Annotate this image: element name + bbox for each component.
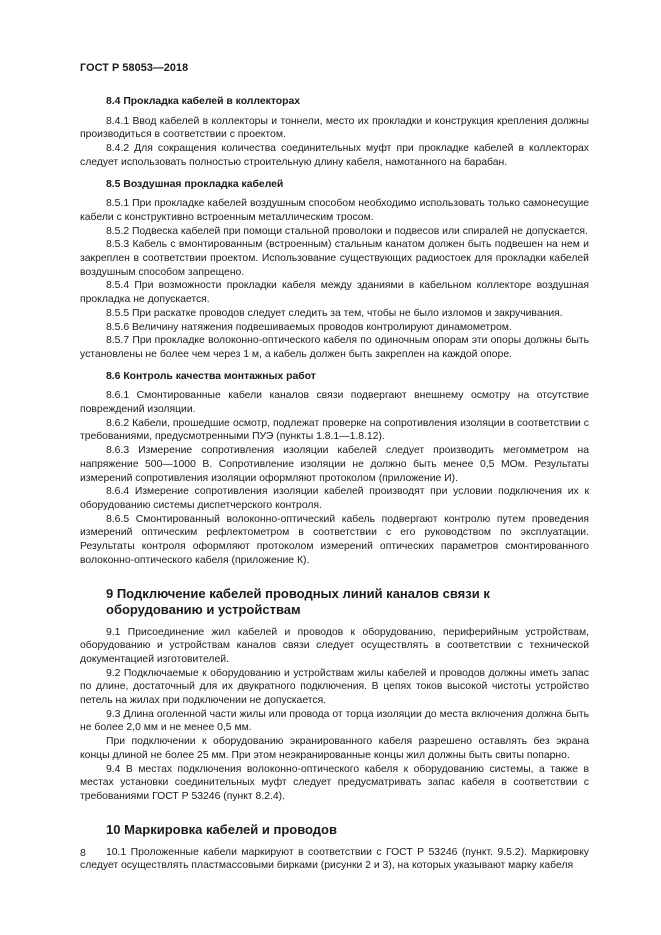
page-content [80, 95, 589, 873]
running-header: ГОСТ Р 58053—2018 [80, 62, 189, 74]
paragraph-8-5-1: 8.5.1 При прокладке кабелей воздушным способом необходимо использовать только самонесущие кабели с конструктивно встроенным металлическим тросом. [80, 198, 589, 223]
paragraph-8-6-2: 8.6.2 Кабели, прошедшие осмотр, подлежат проверке на сопротивления изоляции в соответствии с требованиями, предусмотренными ПУЭ (пункты 1.8.1—1.8.12). [80, 417, 589, 443]
paragraph-8-5-3: 8.5.3 Кабель с вмонтированным (встроенным) стальным канатом должен быть подвешен на нем и закреплен в соответствии проектом. Использование существующих радиостоек для прокладки кабелей воздушным способом запрещено. [80, 239, 589, 278]
paragraph-8-6-5: 8.6.5 Смонтированный волоконно-оптический кабель подвергают контролю путем проведения измерений оптическим рефлектометром в соответствии с его руководством по эксплуатации. Результаты контроля оформляют протоколом измерений оптических параметров смонтированного волоконно-оптического кабеля (приложение К). [80, 513, 589, 566]
paragraph-8-6-1: 8.6.1 Смонтированные кабели каналов связи подвергают внешнему осмотру на отсутствие повреждений изоляции. [80, 390, 589, 416]
paragraph-8-5-5: 8.5.5 При раскатке проводов следует следить за тем, чтобы не было изломов и закручивания. [106, 307, 563, 319]
paragraph-8-6-4: 8.6.4 Измерение сопротивления изоляции кабелей производят при условии подключения их к оборудованию системы диспетчерского контроля. [80, 486, 589, 511]
paragraph-9-3: 9.3 Длина оголенной части жилы или провода от торца изоляции до места включения должна быть не более 2,0 мм и не менее 0,5 мм. [80, 708, 589, 734]
subsection-heading-8-5: 8.5 Воздушная прокладка кабелей [106, 178, 284, 190]
paragraph-9-4: 9.4 В местах подключения волоконно-оптического кабеля к оборудованию системы, а также в местах установки соединительных муфт следует предусматривать запас кабеля в соответствии с требованиями ГОСТ Р 53246 (пункт 8.2.4). [80, 763, 589, 802]
paragraph-9-1: 9.1 Присоединение жил кабелей и проводов к оборудованию, периферийным устройствам, оборудованию и устройствам каналов связи следует осуществлять в соответствии с технической документацией изготовителей. [80, 626, 589, 665]
paragraph-10-1: 10.1 Проложенные кабели маркируют в соответствии с ГОСТ Р 53246 (пункт. 9.5.2). Маркировку следует осуществлять пластмассовыми бирками (рисунки 2 и 3), на которых указывают марку кабеля [80, 846, 589, 872]
paragraph-8-5-4: 8.5.4 При возможности прокладки кабеля между зданиями в кабельном коллекторе воздушная прокладка не допускается. [80, 280, 589, 306]
paragraph-8-6-3: 8.6.3 Измерение сопротивления изоляции кабелей следует производить мегомметром на напряжение 500—1000 В. Сопротивление изоляции не должно быть менее 0,5 МОм. Результаты измерений сопротивления изоляции оформляют протоколом (приложение И). [80, 445, 589, 484]
section-heading-9: 9 Подключение кабелей проводных линий каналов связи к оборудованию и устройствам [106, 585, 490, 617]
paragraph-8-4-2: 8.4.2 Для сокращения количества соединительных муфт при прокладке кабелей в коллекторах следует использовать полностью строительную длину кабеля, намотанного на барабан. [80, 143, 589, 168]
section-heading-10: 10 Маркировка кабелей и проводов [106, 821, 337, 837]
paragraph-8-4-1: 8.4.1 Ввод кабелей в коллекторы и тоннели, место их прокладки и конструкция крепления должны производиться в соответствии с проектом. [80, 115, 589, 141]
paragraph-8-5-6: 8.5.6 Величину натяжения подвешиваемых проводов контролируют динамометром. [106, 321, 512, 333]
subsection-heading-8-4: 8.4 Прокладка кабелей в коллекторах [106, 96, 301, 107]
paragraph-8-5-7: 8.5.7 При прокладке волоконно-оптического кабеля по одиночным опорам эти опоры должны быть установлены не более чем через 1 м, а кабель должен быть закреплен на каждой опоре. [80, 335, 589, 360]
paragraph-8-5-2: 8.5.2 Подвеска кабелей при помощи стальной проволоки и подвесов или спиралей не допускается. [106, 225, 588, 237]
paragraph-9-2: 9.2 Подключаемые к оборудованию и устройствам жилы кабелей и проводов должны иметь запас по длине, достаточный для их двукратного подключения. В цепях токов высокой чистоты устройство петель на жилах при подключении не допускается. [80, 667, 589, 707]
paragraph-9-3-note: При подключении к оборудованию экранированного кабеля разрешено оставлять без экрана концы длиной не более 25 мм. При этом неэкранированные концы жил должны быть свиты попарно. [80, 736, 589, 761]
subsection-heading-8-6: 8.6 Контроль качества монтажных работ [106, 370, 316, 382]
page-number: 8 [80, 848, 86, 859]
